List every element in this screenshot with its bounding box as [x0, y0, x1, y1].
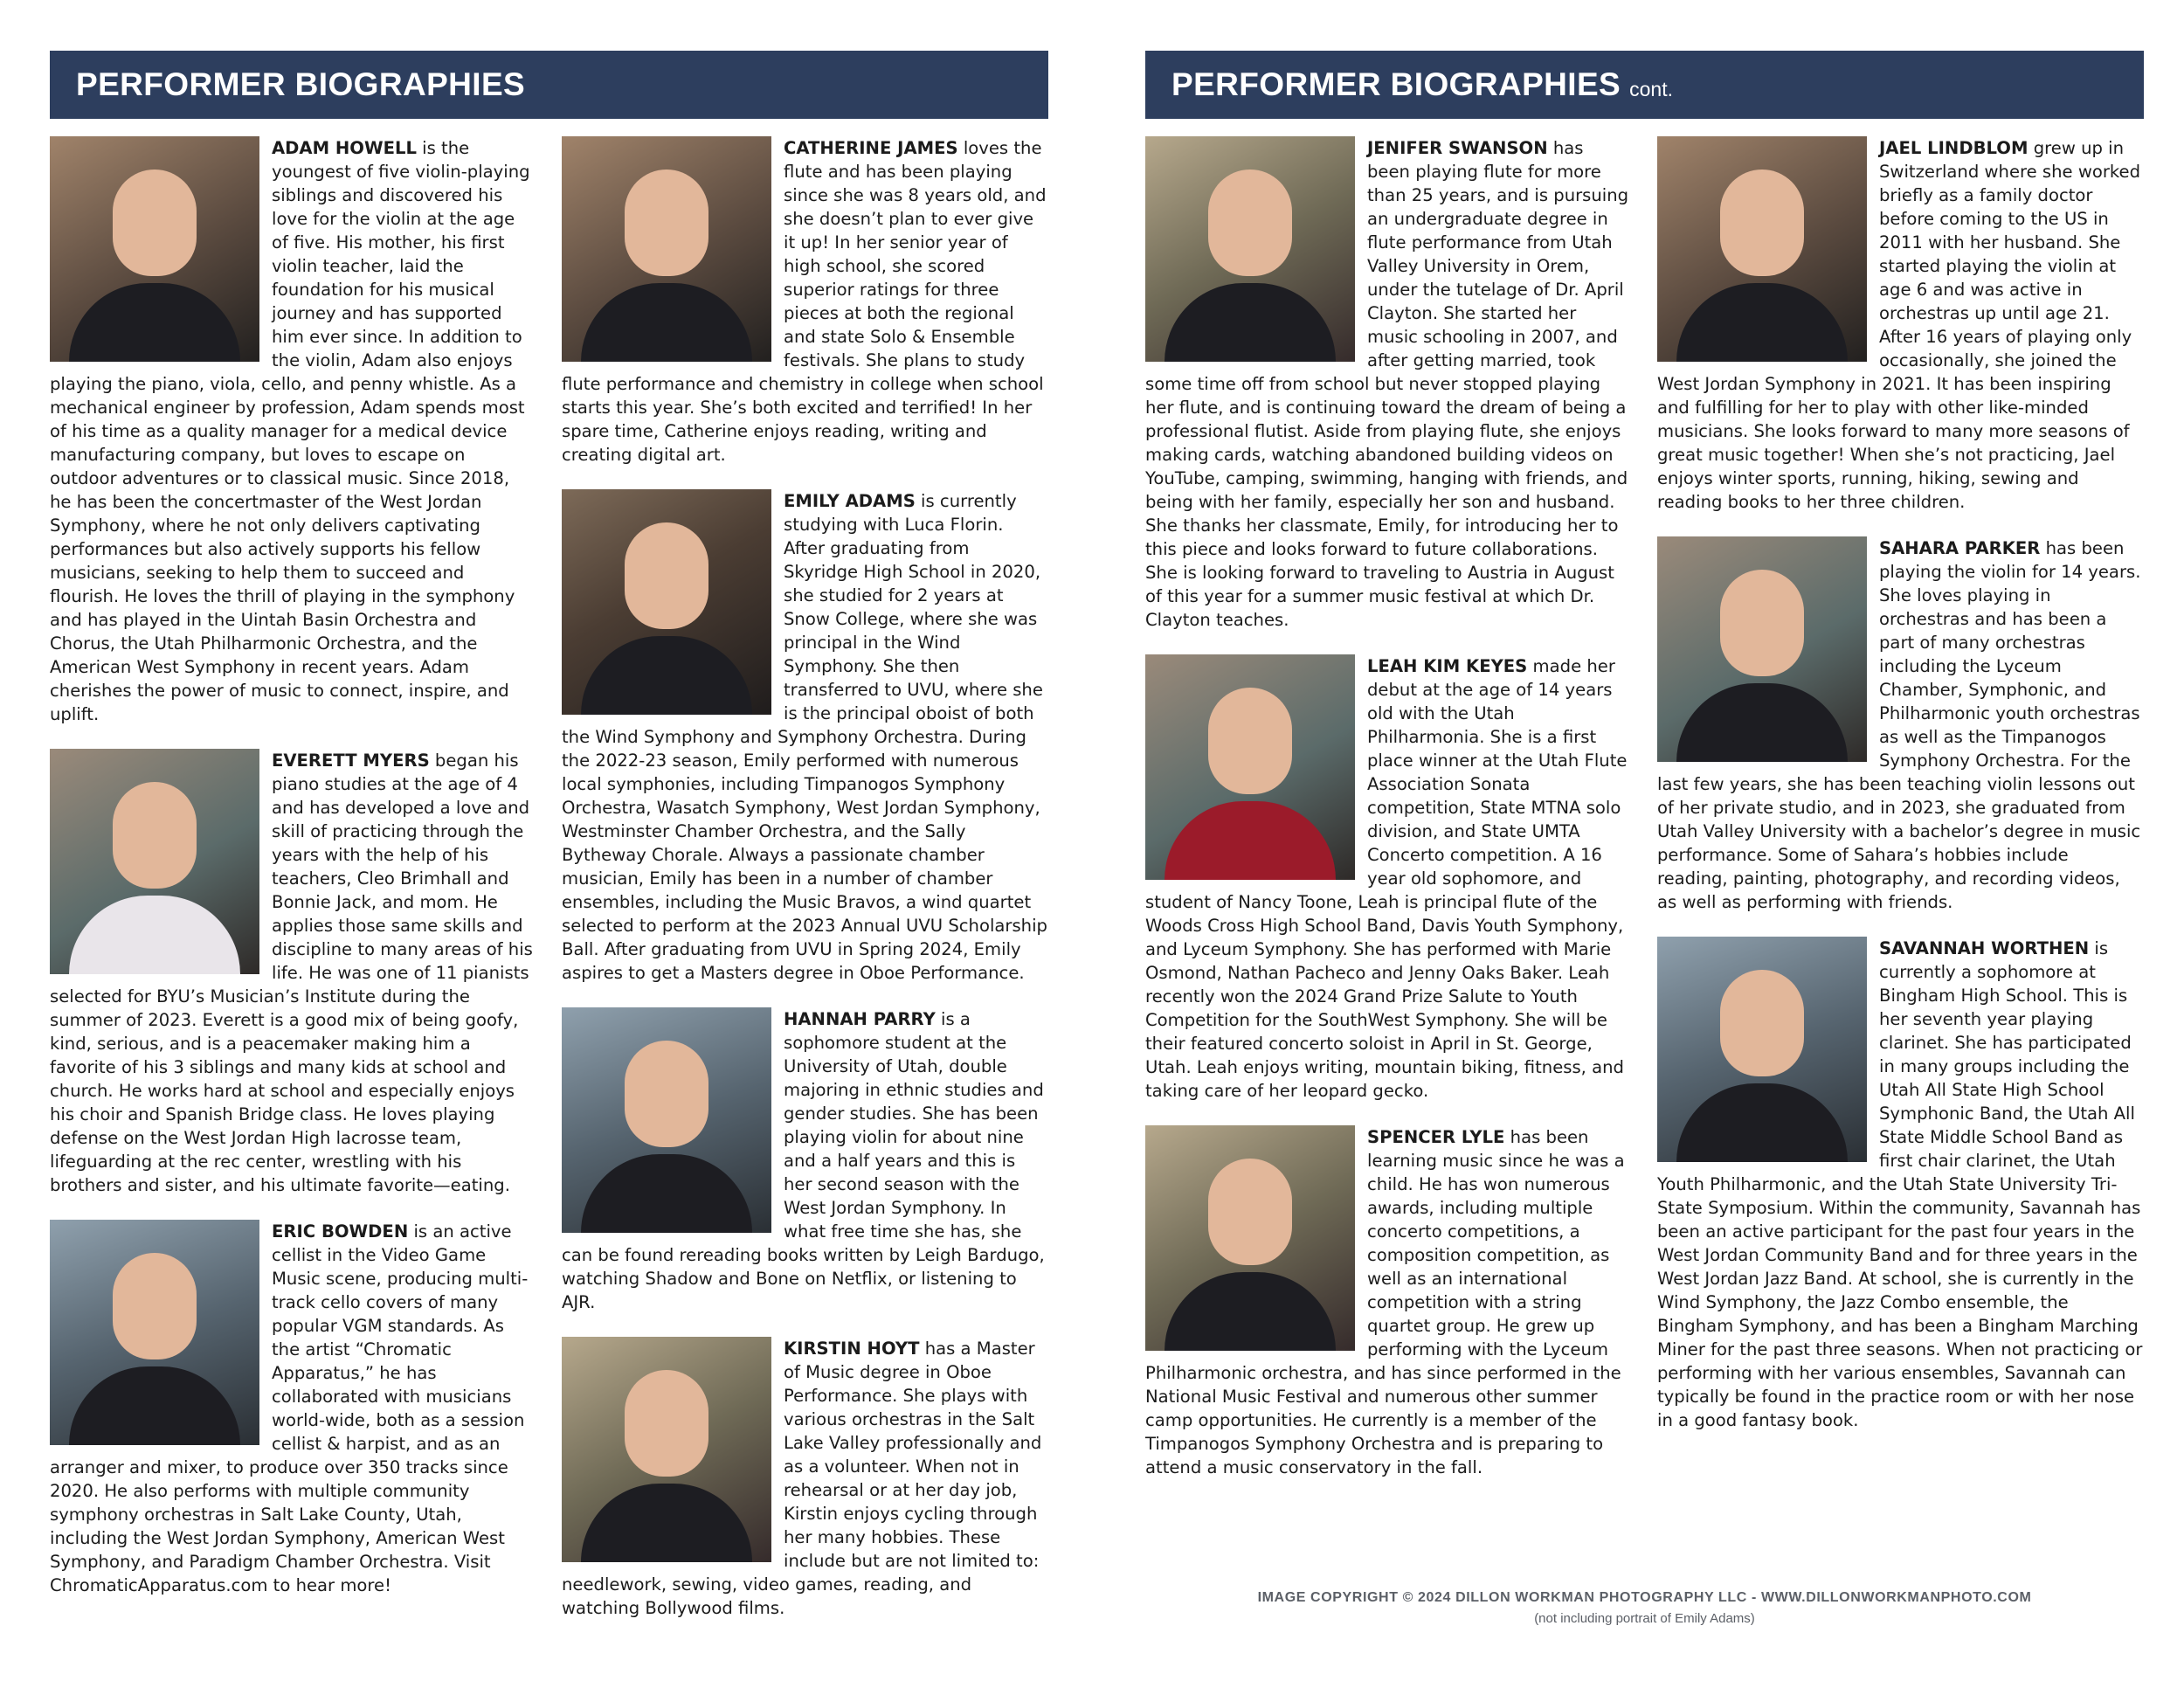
portrait-kirstin-hoyt [562, 1337, 771, 1562]
performer-name: EVERETT MYERS [272, 751, 430, 771]
page-title: PERFORMER BIOGRAPHIES [76, 66, 526, 102]
performer-name: SAHARA PARKER [1879, 538, 2041, 558]
performer-bio-text: has been learning music since he was a child. He has won numerous awards, including multiple concerto competitions, a composition competition, as well as an international competition with a string quartet group. He grew up performing with the Lyceum Philharmonic orchestra, and has since performed in the National Music Festival and numerous other summer camp opportunities. He currently is a member of the Timpanogos Symphony Orchestra and is preparing to attend a music conservatory in the fall. [1145, 1127, 1625, 1477]
performer-bio-text: made her debut at the age of 14 years old with the Utah Philharmonia. She is a first place winner at the Utah Flute Association Sonata competition, State MTNA solo division, and State UMTA Concerto competition. A 16 year old sophomore, and student of Nancy Toone, Leah is principal flute of the Woods Cross High School Band, Davis Youth Symphony, and Lyceum Symphony. She has performed with Marie Osmond, Nathan Pacheco and Jenny Oaks Baker. Leah recently won the 2024 Grand Prize Salute to Youth Competition for the SouthWest Symphony. She will be their featured concerto soloist in April in St. George, Utah. Leah enjoys writing, mountain biking, fitness, and taking care of her leopard gecko. [1145, 656, 1628, 1101]
bio-adam-howell [50, 136, 536, 726]
performer-bio-text: has a Master of Music degree in Oboe Performance. She plays with various orchestras in the Salt Lake Valley professionally and as a volunteer. When not in rehearsal or at her day job, Kirstin enjoys cycling through her many hobbies. These include but are not limited to: needlework, sewing, video games, reading, and watching Bollywood films. [562, 1339, 1042, 1618]
copyright-note: (not including portrait of Emily Adams) [1534, 1611, 1755, 1626]
performer-bio-text: has been playing the violin for 14 years. She loves playing in orchestras and has been a part of many orchestras including the Lyceum Chamber, Symphonic, and Philharmonic youth orchestras as well as the Timpanogos Symphony Orchestra. For the last few years, she has been teaching violin lessons out of her private studio, and in 2023, she graduated from Utah Valley University with a bachelor’s degree in music performance. Some of Sahara’s hobbies include reading, painting, photography, and recording videos, as well as performing with friends. [1657, 538, 2141, 912]
performer-bio-text: loves the flute and has been playing since she was 8 years old, and she doesn’t plan to ever give it up! In her senior year of high school, she scored superior ratings for three pieces at both the regional and state Solo & Ensemble festivals. She plans to study flute performance and chemistry in college when school starts this year. She’s both excited and terrified! In her spare time, Catherine enjoys reading, writing and creating digital art. [562, 138, 1047, 465]
portrait-leah-kim-keyes [1145, 654, 1355, 880]
portrait-jenifer-swanson [1145, 136, 1355, 362]
performer-name: SPENCER LYLE [1367, 1127, 1505, 1147]
copyright-text: IMAGE COPYRIGHT © 2024 DILLON WORKMAN PHOTOGRAPHY LLC - WWW.DILLONWORKMANPHOTO.COM [1257, 1590, 2032, 1605]
performer-bio-text: has been playing flute for more than 25 years, and is pursuing an undergraduate degree in flute performance from Utah Valley University in Orem, under the tutelage of Dr. April Clayton. She started her music schooling in 2007, and after getting married, took some time off from school but never stopped playing her flute, and is continuing toward the dream of being a professional flutist. Aside from playing flute, she enjoys making cards, watching abandoned building videos on YouTube, camping, swimming, hanging with friends, and being with her family, especially her son and husband. She thanks her classmate, Emily, for introducing her to this piece and looks forward to future collaborations. She is looking forward to traveling to Austria in August of this year for a summer music festival at which Dr. Clayton teaches. [1145, 138, 1629, 630]
performer-name: EMILY ADAMS [784, 491, 916, 511]
performer-name: LEAH KIM KEYES [1367, 656, 1528, 676]
portrait-catherine-james [562, 136, 771, 362]
performer-bio-text: is currently studying with Luca Florin. After graduating from Skyridge High School in 2020, she studied for 2 years at Snow College, where she was principal in the Wind Symphony. She then transferred to UVU, where she is the principal oboist of both the Wind Symphony and Symphony Orchestra. During the 2022-23 season, Emily performed with numerous local symphonies, including Timpanogos Symphony Orchestra, Wasatch Symphony, West Jordan Symphony, Westminster Chamber Orchestra, and the Sally Bytheway Chorale. Always a passionate chamber musician, Emily has been in a number of chamber ensembles, including the Music Bravos, a wind quartet selected to perform at the 2023 Annual UVU Scholarship Ball. After graduating from UVU in Spring 2024, Emily aspires to get a Masters degree in Oboe Performance. [562, 491, 1047, 983]
right-page-columns [1145, 136, 2144, 1502]
performer-name: KIRSTIN HOYT [784, 1339, 920, 1359]
performer-name: ERIC BOWDEN [272, 1221, 409, 1242]
bio-emily-adams [562, 489, 1047, 985]
left-page-header-banner [50, 51, 1048, 119]
bio-catherine-james [562, 136, 1047, 467]
performer-name: JENIFER SWANSON [1367, 138, 1548, 158]
performer-name: ADAM HOWELL [272, 138, 417, 158]
left-column-1 [50, 136, 536, 1643]
performer-name: CATHERINE JAMES [784, 138, 958, 158]
right-column-2 [1657, 136, 2143, 1502]
performer-bio-text: is a sophomore student at the University of Utah, double majoring in ethnic studies and gender studies. She has been playing violin for about nine and a half years and this is her second season with the West Jordan Symphony. In what free time she has, she can be found rereading books written by Leigh Bardugo, watching Shadow and Bone on Netflix, or listening to AJR. [562, 1009, 1045, 1312]
portrait-jael-lindblom [1657, 136, 1867, 362]
bio-sahara-parker [1657, 536, 2143, 914]
bio-jenifer-swanson [1145, 136, 1631, 632]
bio-jael-lindblom [1657, 136, 2143, 514]
bio-eric-bowden [50, 1220, 536, 1597]
portrait-spencer-lyle [1145, 1125, 1355, 1351]
bio-hannah-parry [562, 1007, 1047, 1314]
bio-leah-kim-keyes [1145, 654, 1631, 1103]
right-page-header-banner [1145, 51, 2144, 119]
performer-bio-text: is currently a sophomore at Bingham High School. This is her seventh year playing clarinet. She has participated in many groups including the Utah All State High School Symphonic Band, the Utah All State Middle School Band as first chair clarinet, the Utah Youth Philharmonic, and the Utah State University Tri-State Symposium. Within the community, Savannah has been an active participant for the past four years in the West Jordan Community Band and for three years in the West Jordan Jazz Band. At school, she is currently in the Wind Symphony, the Jazz Combo ensemble, the Bingham Symphony, and has been a Bingham Marching Miner for the past three seasons. When not practicing or performing with her various ensembles, Savannah can typically be found in the practice room or with her nose in a good fantasy book. [1657, 938, 2143, 1430]
left-page [50, 51, 1048, 1643]
bio-kirstin-hoyt [562, 1337, 1047, 1620]
performer-name: HANNAH PARRY [784, 1009, 936, 1029]
performer-bio-text: began his piano studies at the age of 4 and has developed a love and skill of practicing through the years with the help of his teachers, Cleo Brimhall and Bonnie Jack, and mom. He applies those same skills and discipline to many areas of his life. He was one of 11 pianists selected for BYU’s Musician’s Institute during the summer of 2023. Everett is a good mix of being goofy, kind, serious, and is a peacemaker making him a favorite of his 3 siblings and many kids at school and church. He works hard at school and especially enjoys his choir and Spanish Bridge class. He loves playing defense on the West Jordan High lacrosse team, lifeguarding at the rec center, wrestling with his brothers and sister, and his ultimate favorite—eating. [50, 751, 533, 1195]
performer-name: JAEL LINDBLOM [1879, 138, 2028, 158]
portrait-everett-myers [50, 749, 259, 974]
right-page [1145, 51, 2144, 1502]
performer-bio-text: is an active cellist in the Video Game Music scene, producing multi-track cello covers of many popular VGM standards. As the artist “Chromatic Apparatus,” he has collaborated with musicians world-wide, both as a session cellist & harpist, and as an arranger and mixer, to produce over 350 tracks since 2020. He also performs with multiple community symphony orchestras in Salt Lake County, Utah, including the West Jordan Symphony, American West Symphony, and Paradigm Chamber Orchestra. Visit ChromaticApparatus.com to hear more! [50, 1221, 529, 1595]
page-title: PERFORMER BIOGRAPHIES [1171, 66, 1621, 102]
photo-credit-footer [1145, 1590, 2144, 1626]
left-page-columns [50, 136, 1048, 1643]
portrait-emily-adams [562, 489, 771, 715]
right-column-1 [1145, 136, 1631, 1502]
left-column-2 [562, 136, 1047, 1643]
bio-savannah-worthen [1657, 937, 2143, 1432]
bio-everett-myers [50, 749, 536, 1197]
performer-bio-text: is the youngest of five violin-playing siblings and discovered his love for the violin at the age of five. His mother, his first violin teacher, laid the foundation for his musical journey and has supported him ever since. In addition to the violin, Adam also enjoys playing the piano, viola, cello, and penny whistle. As a mechanical engineer by profession, Adam spends most of his time as a quality manager for a medical device manufacturing company, but loves to escape on outdoor adventures or to classical music. Since 2018, he has been the concertmaster of the West Jordan Symphony, where he not only delivers captivating performances but also actively supports his fellow musicians, seeking to help them to succeed and flourish. He loves the thrill of playing in the symphony and has played in the Uintah Basin Orchestra and Chorus, the Utah Philharmonic Orchestra, and the American West Symphony in recent years. Adam cherishes the power of music to connect, inspire, and uplift. [50, 138, 530, 724]
portrait-adam-howell [50, 136, 259, 362]
performer-name: SAVANNAH WORTHEN [1879, 938, 2090, 958]
portrait-hannah-parry [562, 1007, 771, 1233]
bio-spencer-lyle [1145, 1125, 1631, 1479]
page-title-suffix: cont. [1629, 77, 1673, 100]
portrait-savannah-worthen [1657, 937, 1867, 1162]
portrait-sahara-parker [1657, 536, 1867, 762]
portrait-eric-bowden [50, 1220, 259, 1445]
performer-bio-text: grew up in Switzerland where she worked briefly as a family doctor before coming to the US in 2011 with her husband. She started playing the violin at age 6 and was active in orchestras up until age 21. After 16 years of playing only occasionally, she joined the West Jordan Symphony in 2021. It has been inspiring and fulfilling for her to play with other like-minded musicians. She looks forward to many more seasons of great music together! When she’s not practicing, Jael enjoys winter sports, running, hiking, sewing and reading books to her three children. [1657, 138, 2141, 512]
